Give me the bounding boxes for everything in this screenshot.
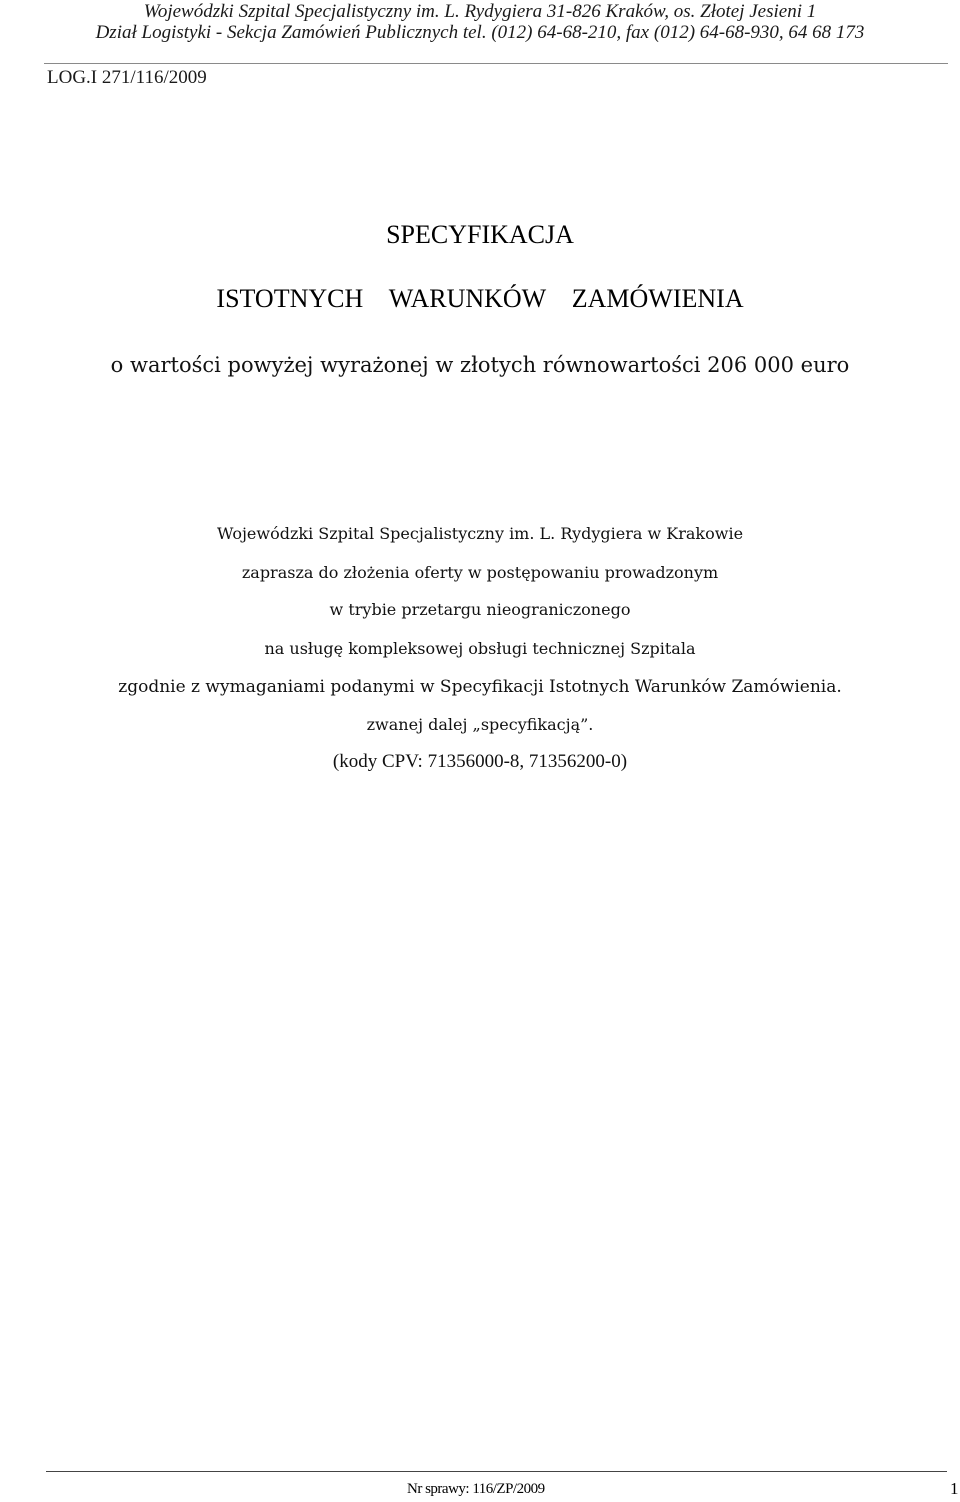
header-contact-line: Dział Logistyki - Sekcja Zamówień Publicznych tel. (012) 64-68-210, fax (012) 64-68-930, 64 68 173 bbox=[95, 22, 865, 43]
invitation-line: na usługę kompleksowej obsługi technicznej Szpitala bbox=[264, 639, 696, 658]
invitation-line: Wojewódzki Szpital Specjalistyczny im. L. Rydygiera w Krakowie bbox=[216, 524, 744, 543]
reference-number: LOG.I 271/116/2009 bbox=[47, 67, 207, 88]
document-subtitle: o wartości powyżej wyrażonej w złotych równowartości 206 000 euro bbox=[110, 353, 850, 377]
cpv-codes: (kody CPV: 71356000-8, 71356200-0) bbox=[332, 751, 628, 772]
invitation-line: w trybie przetargu nieograniczonego bbox=[329, 600, 631, 619]
document-title-continued: ISTOTNYCH WARUNKÓW ZAMÓWIENIA bbox=[216, 284, 744, 313]
header-divider bbox=[44, 63, 948, 64]
footer-divider bbox=[46, 1471, 947, 1472]
page-number: 1 bbox=[950, 1479, 959, 1498]
invitation-line: zaprasza do złożenia oferty w postępowaniu prowadzonym bbox=[241, 563, 719, 582]
document-title: SPECYFIKACJA bbox=[386, 220, 574, 249]
invitation-line: zwanej dalej „specyfikacją”. bbox=[366, 715, 594, 734]
footer-case-number: Nr sprawy: 116/ZP/2009 bbox=[407, 1481, 545, 1497]
invitation-line: zgodnie z wymaganiami podanymi w Specyfikacji Istotnych Warunków Zamówienia. bbox=[118, 677, 842, 697]
header-address-line: Wojewódzki Szpital Specjalistyczny im. L. Rydygiera 31-826 Kraków, os. Złotej Jesieni 1 bbox=[143, 1, 817, 22]
